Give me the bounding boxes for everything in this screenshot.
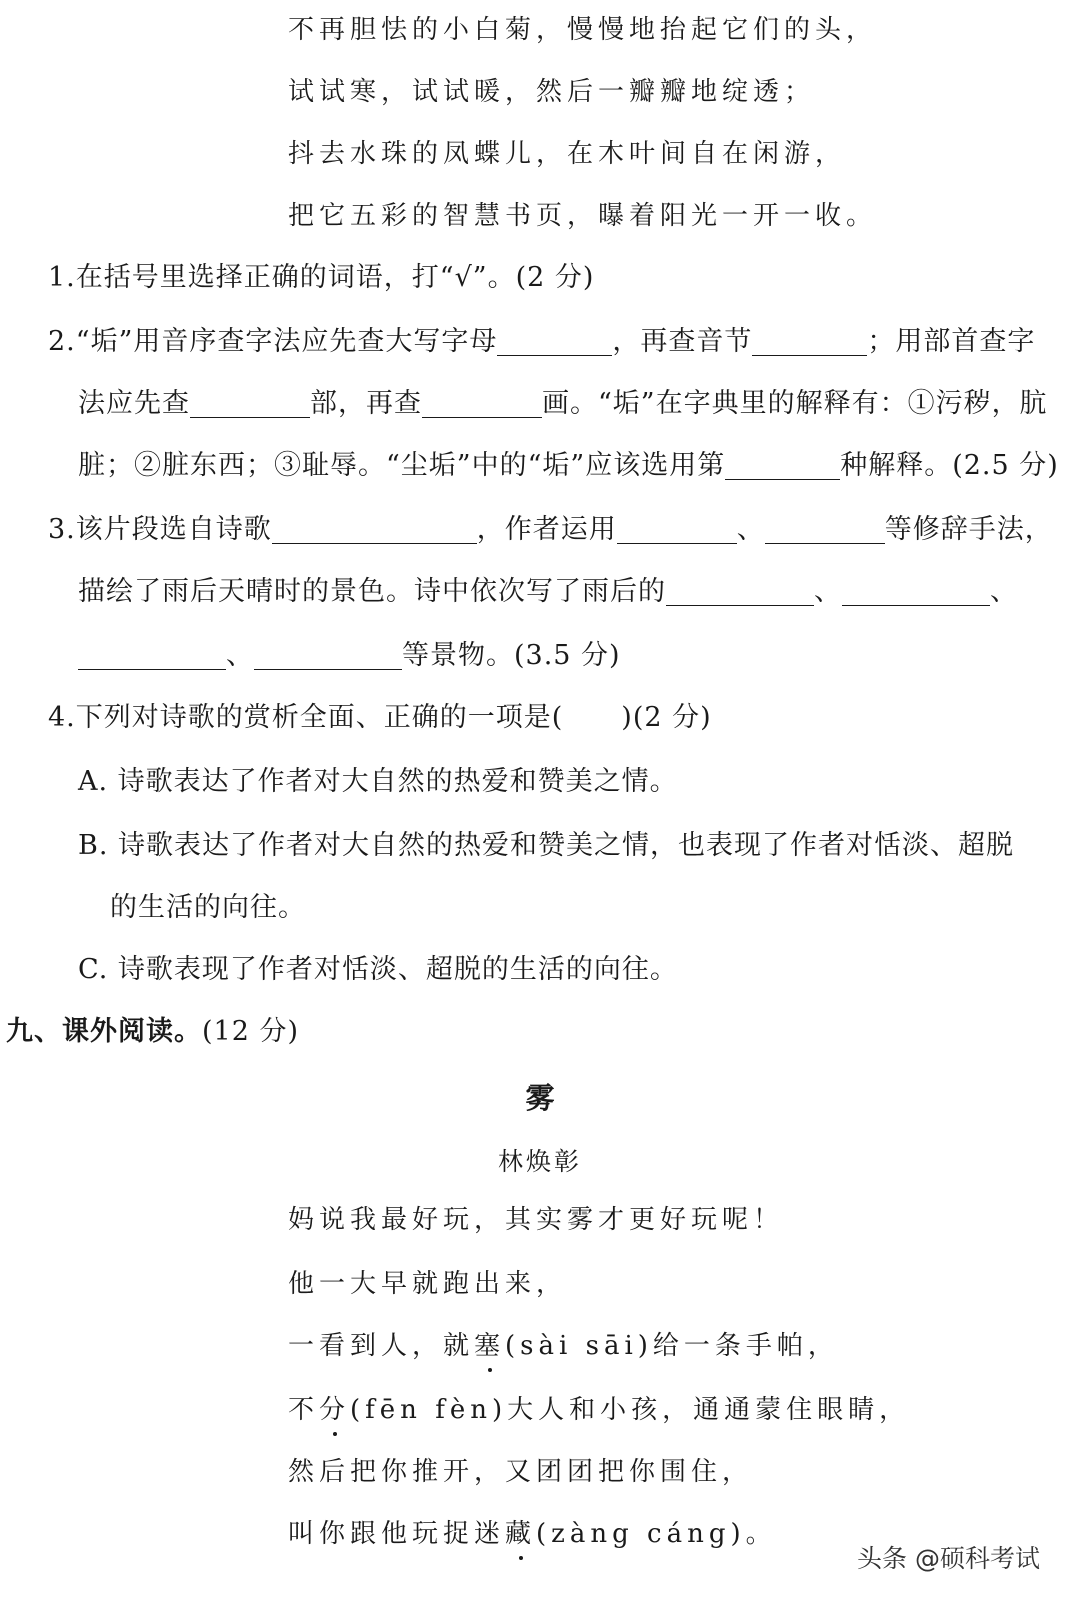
poem-author: 林焕彰 (497, 1147, 582, 1176)
q3-text-9: 等景物。(3.5 分) (402, 640, 621, 671)
poem-line-4: 把它五彩的智慧书页，曝着阳光一开一收。 (288, 201, 878, 231)
q2-text-7: 脏；②脏东西；③耻辱。“尘垢”中的“垢”应该选用第 (78, 450, 726, 481)
question-2-line-2 (78, 384, 1048, 424)
fog-l4-text-2[interactable]: (fēn fèn)大人和小孩，通通蒙住眼睛， (350, 1395, 911, 1425)
fog-l6-text-2[interactable]: (zàng cáng)。 (536, 1519, 777, 1549)
q3-text-7: 、 (990, 576, 1018, 607)
fog-l6-text-1: 叫你跟他玩捉迷 (288, 1519, 506, 1549)
answer-blank-rhetoric-1[interactable] (617, 513, 737, 544)
poem-line-3: 抖去水珠的凤蝶儿，在木叶间自在闲游， (288, 139, 847, 169)
question-1: 1.在括号里选择正确的词语，打“√”。(2 分) (48, 262, 595, 293)
answer-blank-definition[interactable] (725, 449, 840, 480)
fog-line-3 (288, 1326, 839, 1366)
q2-text-4: 法应先查 (78, 388, 190, 419)
answer-blank-strokes[interactable] (422, 387, 542, 418)
q3-text-6: 、 (814, 576, 842, 607)
dotted-char-zang: 藏 (505, 1514, 536, 1554)
dotted-char-fen: 分 (319, 1390, 350, 1430)
section-score: (12 分) (202, 1016, 300, 1047)
fog-l3-text-1: 一看到人，就 (288, 1331, 475, 1361)
question-4-stem (48, 698, 712, 738)
fog-line-6 (288, 1514, 777, 1554)
question-3-line-2 (78, 572, 1018, 612)
q4-text-2: )(2 分) (621, 702, 712, 733)
answer-blank-poem-title[interactable] (272, 513, 477, 544)
q2-text-5: 部，再查 (310, 388, 422, 419)
q3-text-5: 描绘了雨后天晴时的景色。诗中依次写了雨后的 (78, 576, 666, 607)
answer-blank-scene-4[interactable] (254, 639, 402, 670)
q2-text-1: 2.“垢”用音序查字法应先查大写字母 (48, 326, 498, 357)
watermark: 头条 @硕科考试 (857, 1544, 1040, 1573)
question-3-line-3 (78, 636, 621, 676)
q3-text-1: 3.该片段选自诗歌 (48, 514, 272, 545)
question-2-line-3 (78, 446, 1059, 486)
poem-line-1: 不再胆怯的小白菊，慢慢地抬起它们的头， (288, 15, 878, 45)
q2-text-8: 种解释。(2.5 分) (840, 450, 1059, 481)
q3-text-3: 、 (736, 514, 765, 545)
answer-blank-letter[interactable] (497, 325, 612, 356)
poem-line-2: 试试寒，试试暖，然后一瓣瓣地绽透； (288, 77, 816, 107)
q2-text-6: 画。“垢”在字典里的解释有：①污秽，肮 (542, 388, 1048, 419)
fog-line-4 (288, 1390, 910, 1430)
fog-line-5: 然后把你推开，又团团把你围住， (288, 1457, 754, 1487)
question-3-line-1 (48, 510, 1053, 550)
option-b[interactable]: B. 诗歌表达了作者对大自然的热爱和赞美之情，也表现了作者对恬淡、超脱 (78, 830, 1015, 861)
q4-text-1: 4.下列对诗歌的赏析全面、正确的一项是( (48, 702, 564, 733)
answer-blank-rhetoric-2[interactable] (765, 513, 885, 544)
answer-blank-scene-2[interactable] (842, 575, 990, 606)
fog-line-1: 妈说我最好玩，其实雾才更好玩呢！ (288, 1205, 785, 1235)
q2-text-2: ，再查音节 (612, 326, 753, 357)
section-heading (6, 1012, 299, 1052)
option-a[interactable]: A. 诗歌表达了作者对大自然的热爱和赞美之情。 (78, 766, 678, 797)
option-c[interactable]: C. 诗歌表现了作者对恬淡、超脱的生活的向往。 (78, 954, 678, 985)
poem-title: 雾 (525, 1081, 555, 1115)
fog-line-2: 他一大早就跑出来， (288, 1269, 568, 1299)
q2-text-3: ；用部首查字 (867, 326, 1036, 357)
answer-blank-scene-3[interactable] (78, 639, 226, 670)
fog-l3-text-2[interactable]: (sài sāi)给一条手帕， (505, 1331, 839, 1361)
fog-l4-text-1: 不 (288, 1395, 320, 1425)
dotted-char-sai: 塞 (474, 1326, 505, 1366)
q3-text-2: ，作者运用 (476, 514, 617, 545)
answer-blank-radical[interactable] (190, 387, 310, 418)
option-b-continued: 的生活的向往。 (110, 892, 306, 923)
answer-blank-scene-1[interactable] (666, 575, 814, 606)
answer-blank-syllable[interactable] (752, 325, 867, 356)
question-2-line-1 (48, 322, 1035, 362)
q3-text-4: 等修辞手法， (884, 514, 1053, 545)
q3-text-8: 、 (226, 640, 254, 671)
section-label: 九、课外阅读。 (6, 1016, 202, 1047)
